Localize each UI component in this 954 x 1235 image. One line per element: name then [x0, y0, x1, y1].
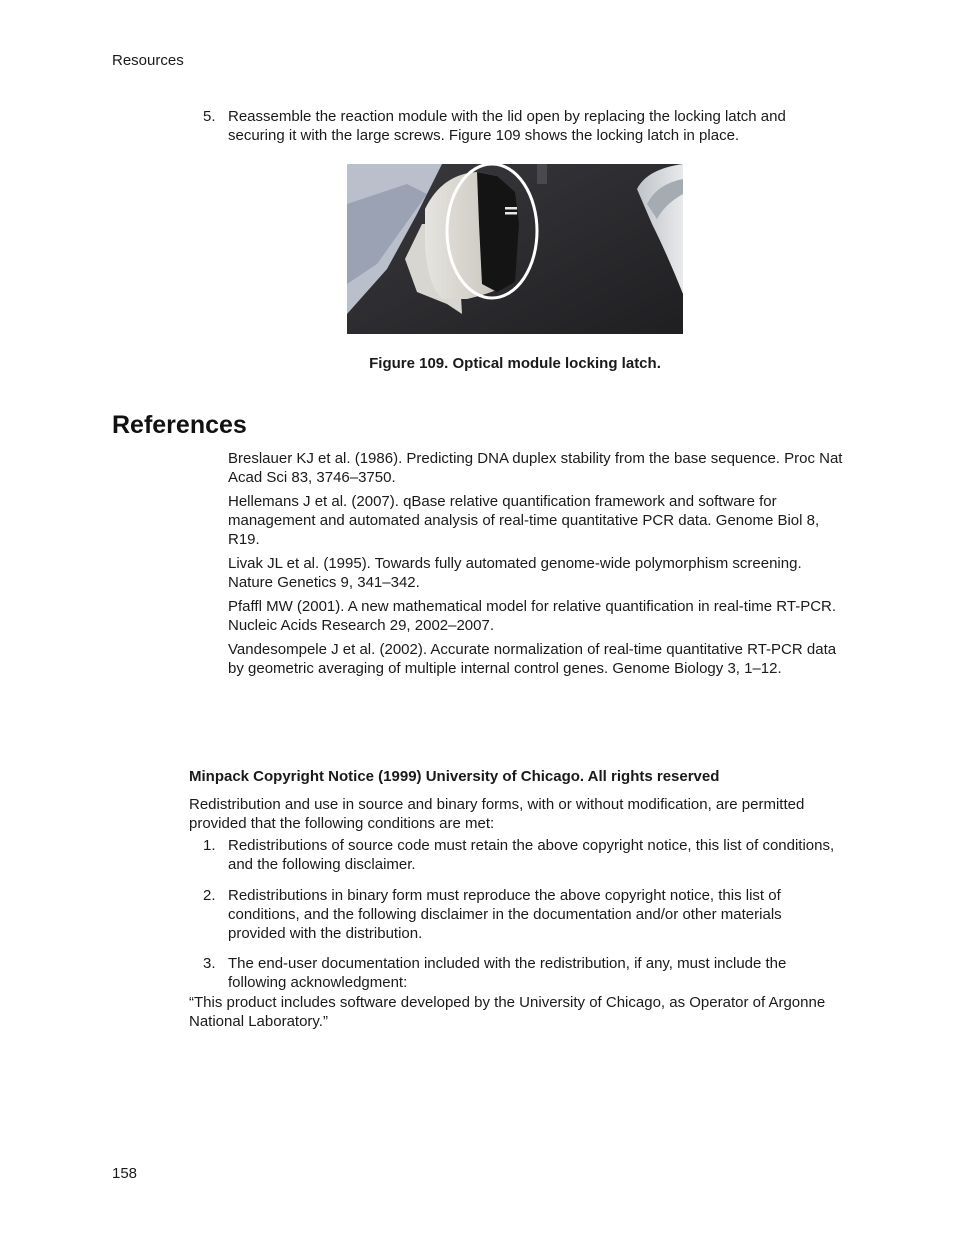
step-text: Reassemble the reaction module with the lid open by replacing the locking latch and securing it with the large screws. Figure 109 shows the locking latch in place.	[228, 108, 786, 144]
condition-item-1	[203, 836, 843, 874]
copyright-notice-intro: Redistribution and use in source and binary forms, with or without modification, are permitted provided that the following conditions are met:	[189, 796, 805, 832]
reference-item: Hellemans J et al. (2007). qBase relative quantification framework and software for management and automated analysis of real-time quantitative PCR data. Genome Biol 8, R19.	[228, 493, 820, 548]
condition-text: Redistributions of source code must retain the above copyright notice, this list of conditions, and the following disclaimer.	[228, 837, 835, 873]
references-list	[228, 449, 843, 683]
figure-109-photo	[347, 164, 683, 334]
condition-number: 3.	[203, 955, 216, 972]
condition-number: 1.	[203, 837, 216, 854]
step-number: 5.	[203, 108, 216, 125]
condition-item-2	[203, 886, 843, 943]
page-number: 158	[112, 1165, 138, 1182]
condition-text: Redistributions in binary form must reproduce the above copyright notice, this list of conditions, and the following disclaimer in the documentation and/or other materials provided with the distribution.	[228, 887, 782, 942]
figure-caption: Figure 109. Optical module locking latch.	[369, 355, 661, 372]
copyright-notice-title: Minpack Copyright Notice (1999) University of Chicago. All rights reserved	[189, 768, 720, 785]
condition-item-3	[203, 954, 843, 992]
acknowledgment-text: “This product includes software developed by the University of Chicago, as Operator of Argonne National Laboratory.”	[189, 994, 826, 1030]
references-heading: References	[112, 411, 247, 439]
reference-item: Pfaffl MW (2001). A new mathematical model for relative quantification in real-time RT-PCR. Nucleic Acids Research 29, 2002–2007.	[228, 598, 837, 634]
running-header: Resources	[112, 52, 184, 69]
procedure-step-5	[203, 107, 843, 145]
reference-item: Breslauer KJ et al. (1986). Predicting DNA duplex stability from the base sequence. Proc Nat Acad Sci 83, 3746–3750.	[228, 450, 843, 486]
reference-item: Vandesompele J et al. (2002). Accurate normalization of real-time quantitative RT-PCR data by geometric averaging of multiple internal control genes. Genome Biology 3, 1–12.	[228, 641, 837, 677]
locking-latch-photo	[347, 164, 683, 334]
condition-text: The end-user documentation included with the redistribution, if any, must include the following acknowledgment:	[228, 955, 787, 991]
condition-number: 2.	[203, 887, 216, 904]
reference-item: Livak JL et al. (1995). Towards fully automated genome-wide polymorphism screening. Nature Genetics 9, 341–342.	[228, 555, 802, 591]
